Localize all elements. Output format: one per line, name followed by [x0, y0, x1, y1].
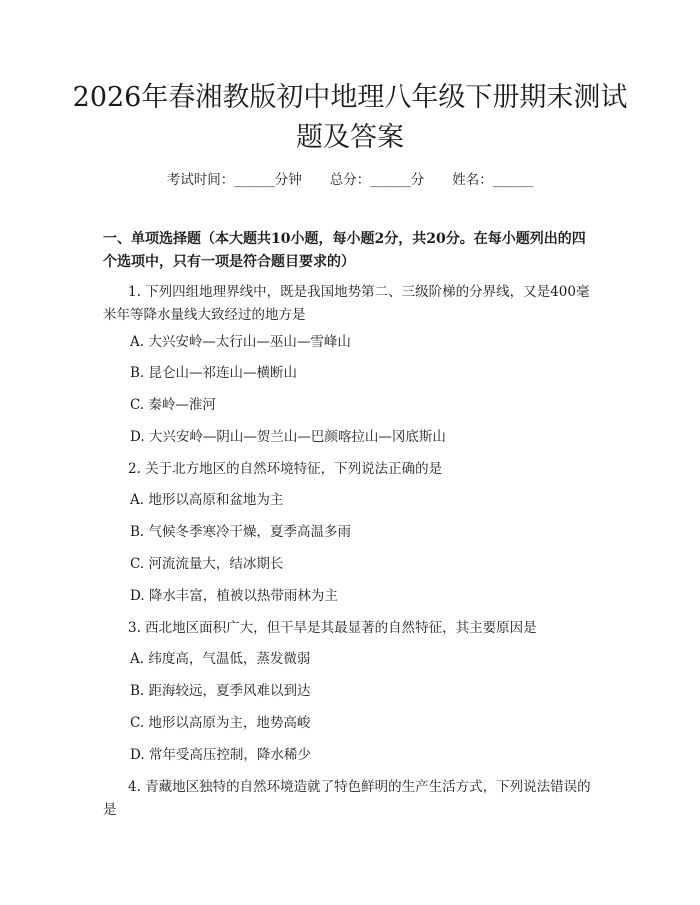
question-3-stem: 3. 西北地区面积广大，但干旱是其最显著的自然特征，其主要原因是 — [128, 620, 537, 636]
question-3-option-d: D. 常年受高压控制，降水稀少 — [130, 747, 311, 763]
question-3-option-b: B. 距海较远，夏季风难以到达 — [130, 683, 311, 699]
question-1-stem: 1. 下列四组地理界线中，既是我国地势第二、三级阶梯的分界线，又是400毫米年等降水量线大致经过的地方是 — [103, 284, 590, 323]
question-3-option-a: A. 纬度高，气温低，蒸发微弱 — [130, 651, 311, 667]
question-1-option-b: B. 昆仑山—祁连山—横断山 — [130, 365, 298, 381]
question-1-option-c: C. 秦岭—淮河 — [130, 397, 216, 413]
section-heading: 一、单项选择题（本大题共10小题，每小题2分，共20分。在每小题列出的四个选项中，只有一项是符合题目要求的） — [103, 231, 586, 270]
exam-time-field: 考试时间：______分钟 — [166, 172, 302, 188]
question-1-option-a: A. 大兴安岭—太行山—巫山—雪峰山 — [130, 334, 351, 350]
question-2-option-d: D. 降水丰富，植被以热带雨林为主 — [130, 588, 338, 604]
question-2-option-c: C. 河流流量大，结冰期长 — [130, 556, 284, 572]
question-2-stem: 2. 关于北方地区的自然环境特征，下列说法正确的是 — [128, 461, 443, 477]
question-2-option-b: B. 气候冬季寒冷干燥，夏季高温多雨 — [130, 524, 352, 540]
question-1-option-d: D. 大兴安岭—阴山—贺兰山—巴颜喀拉山—冈底斯山 — [130, 429, 446, 445]
total-score-field: 总分：______分 — [329, 172, 425, 188]
student-name-field: 姓名：______ — [452, 172, 534, 188]
question-4-stem: 4. 青藏地区独特的自然环境造就了特色鲜明的生产生活方式，下列说法错误的是 — [103, 779, 591, 818]
exam-meta — [0, 168, 700, 188]
question-2-option-a: A. 地形以高原和盆地为主 — [130, 492, 284, 508]
document-title: 2026年春湘教版初中地理八年级下册期末测试题及答案 — [72, 82, 628, 153]
question-3-option-c: C. 地形以高原为主，地势高峻 — [130, 715, 311, 731]
